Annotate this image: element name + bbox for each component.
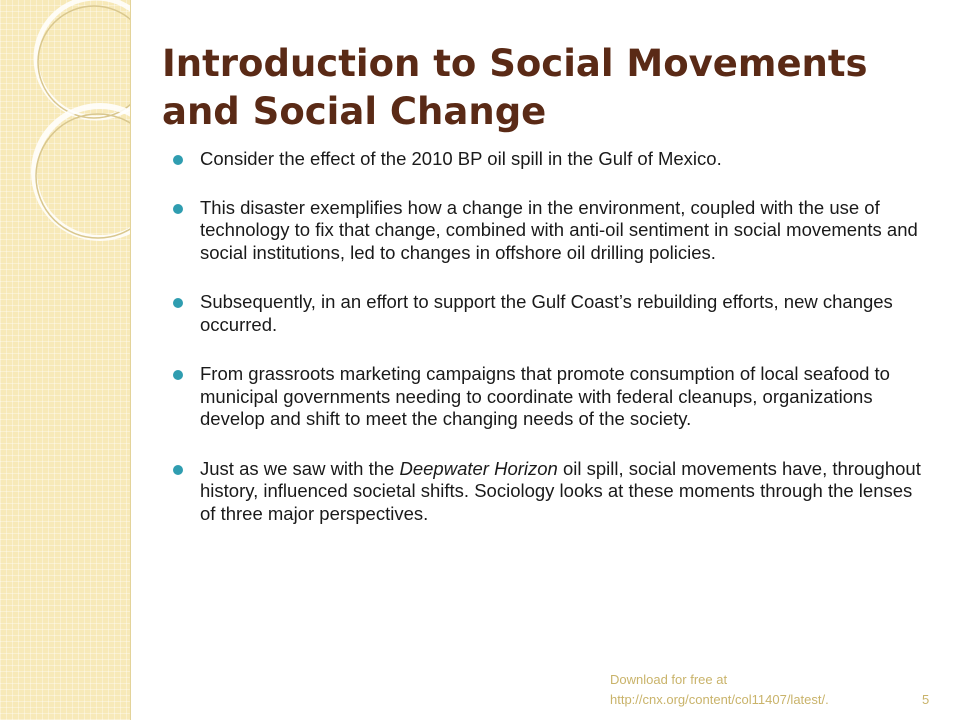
bullet-dot-icon	[173, 155, 183, 165]
ship-name: Deepwater Horizon	[399, 457, 558, 479]
decorative-sidebar	[0, 0, 131, 720]
bullet-item	[170, 363, 932, 431]
bullet-dot-icon	[173, 370, 183, 380]
bullet-text: From grassroots marketing campaigns that promote consumption of local seafood to municipal governments needing to coordinate with federal cleanups, organizations develop and shift to meet the changing needs of the society.	[200, 363, 890, 429]
bullet-item	[170, 458, 932, 526]
bullet-text: Subsequently, in an effort to support the Gulf Coast’s rebuilding efforts, new changes occurred.	[200, 291, 893, 335]
bullet-dot-icon	[173, 465, 183, 475]
page-number: 5	[922, 692, 930, 707]
bullet-list	[170, 148, 932, 552]
bullet-text: This disaster exemplifies how a change in the environment, coupled with the use of technology to fix that change, combined with anti-oil sentiment in social movements and social institutions, led to changes in offshore oil drilling policies.	[200, 196, 918, 263]
bullet-item	[170, 291, 932, 336]
bullet-dot-icon	[173, 204, 183, 214]
footer-link[interactable]: http://cnx.org/content/col11407/latest/.	[610, 692, 829, 707]
bullet-text-end: oil spill, social movements have, throughout history, influenced societal shifts. Sociology looks at these moments through the lenses of three major perspectives.	[200, 457, 921, 524]
slide-title: Introduction to Social Movements and Social Change	[162, 42, 868, 133]
ring-decoration-icon	[0, 0, 130, 720]
bullet-dot-icon	[173, 298, 183, 308]
bullet-text-start: Just as we saw with the	[200, 457, 400, 479]
bullet-item	[170, 148, 932, 171]
footer-credit	[610, 670, 910, 710]
bullet-item	[170, 197, 932, 265]
footer-line-1: Download for free at	[610, 672, 728, 687]
bullet-text: Consider the effect of the 2010 BP oil spill in the Gulf of Mexico.	[200, 148, 722, 169]
